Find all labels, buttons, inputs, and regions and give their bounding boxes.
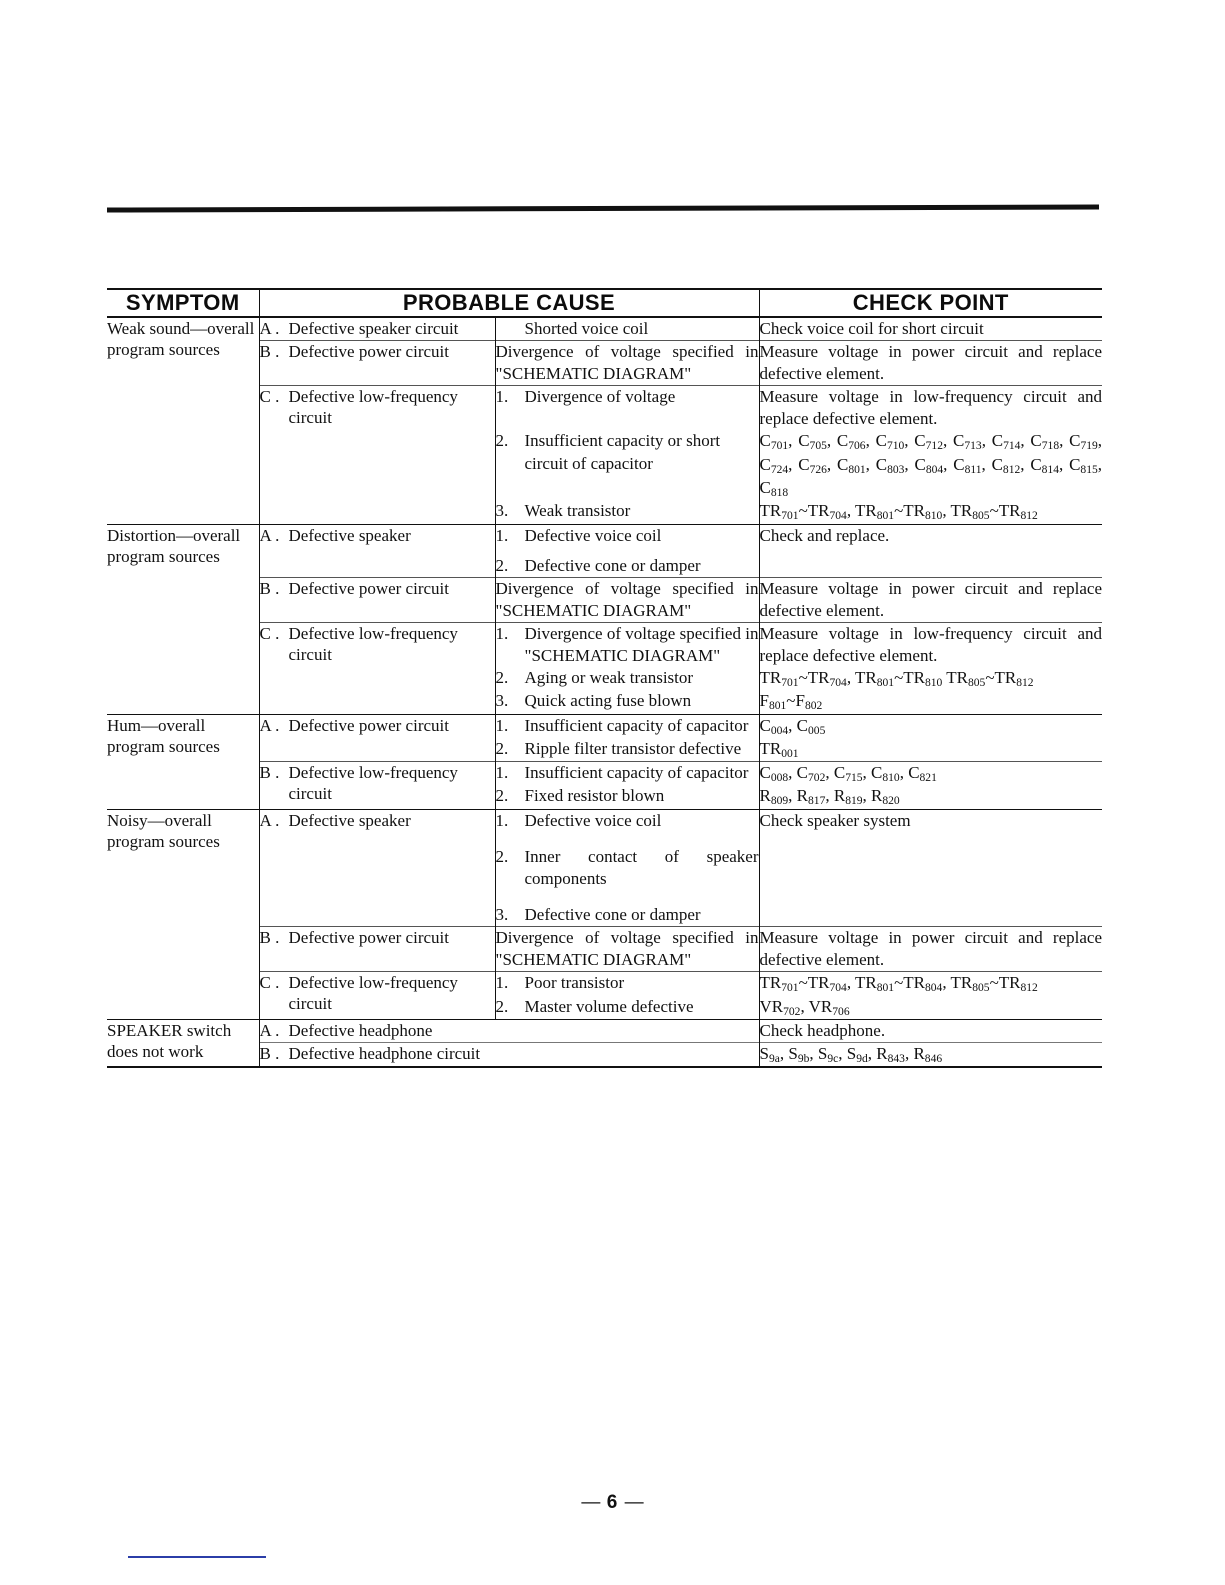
check-point-cell [759, 577, 1102, 622]
cause-detail-mark: 3. [495, 501, 509, 521]
table-row [107, 809, 1102, 926]
cause-detail-cell [495, 317, 759, 341]
cause-letter-mark: C . [259, 973, 280, 993]
cause-letter-text: Defective speaker circuit [288, 319, 459, 338]
cause-letter-cell [259, 524, 495, 577]
cause-detail-cell [495, 386, 759, 431]
cause-detail-text: Divergence of voltage specified in "SCHEMATIC DIAGRAM" [495, 928, 759, 970]
header-symptom: SYMPTOM [107, 289, 259, 317]
cause-letter-mark: C . [259, 623, 280, 643]
check-point-text: $R_{809}$, $R_{817}$, $R_{819}$, $R_{820}$ [759, 786, 900, 808]
cause-letter-text: Defective power circuit [288, 342, 449, 362]
cause-letter-text: Defective low-frequency circuit [288, 623, 458, 664]
check-point-cell [759, 1042, 1102, 1067]
cause-letter-text: Defective speaker [288, 525, 411, 545]
cause-detail-cell [495, 714, 759, 738]
cause-letter-mark: B . [259, 763, 280, 783]
cause-detail-cell [495, 972, 759, 996]
cause-detail-cell [495, 927, 759, 972]
cause-letter-cell [259, 1019, 759, 1042]
check-point-cell [759, 785, 1102, 809]
cause-letter-text: Defective low-frequency circuit [288, 973, 458, 1014]
check-point-text: $TR_{701}\sim TR_{704}$, $TR_{801}\sim TR_{810}$ $TR_{805}\sim TR_{812}$ [759, 668, 1034, 690]
cause-detail-mark: 2. [495, 738, 509, 758]
check-point-text: Check voice coil for short circuit [759, 319, 984, 338]
check-point-text: $TR_{001}$ [759, 738, 799, 761]
table-row [107, 524, 1102, 577]
cause-letter-mark: B . [259, 342, 280, 362]
check-point-text: $TR_{701}\sim TR_{704}$, $TR_{801}\sim TR_{810}$, $TR_{805}\sim TR_{812}$ [759, 501, 1038, 523]
check-point-text: Check speaker system [759, 810, 911, 830]
cause-detail-mark: 3. [495, 904, 509, 924]
cause-letter-text: Defective speaker [288, 810, 411, 830]
cause-detail-cell [495, 500, 759, 524]
cause-letter-mark: B . [259, 578, 280, 598]
troubleshooting-table [107, 288, 1102, 1068]
cause-detail-text: Divergence of voltage specified in "SCHEMATIC DIAGRAM" [495, 342, 759, 384]
check-point-text: Check headphone. [759, 1020, 886, 1040]
check-point-cell [759, 386, 1102, 431]
cause-detail-text: Ripple filter transistor defective [524, 738, 742, 758]
cause-detail-cell [495, 341, 759, 386]
table-header-row [107, 289, 1102, 317]
cause-detail-text: Insufficient capacity of capacitor [524, 763, 749, 783]
cause-detail-cell [495, 738, 759, 762]
cause-letter-mark: A . [259, 810, 280, 830]
cause-detail-mark: 1. [495, 623, 509, 643]
cause-detail-cell [495, 577, 759, 622]
cause-detail-text: Defective voice coil [524, 525, 662, 545]
check-point-cell [759, 622, 1102, 667]
cause-detail-mark: 1. [495, 387, 509, 407]
cause-detail-mark: 1. [495, 763, 509, 783]
cause-letter-mark: B . [259, 928, 280, 948]
table-row [107, 317, 1102, 341]
cause-detail-text: Inner contact of speaker components [524, 846, 759, 888]
cause-detail-mark: 2. [495, 431, 509, 451]
check-point-cell [759, 809, 1102, 926]
cause-letter-cell [259, 927, 495, 972]
cause-detail-text: Insufficient capacity of capacitor [524, 715, 749, 735]
header-probable-cause: PROBABLE CAUSE [259, 289, 759, 317]
table-bottom-rule [107, 1067, 1102, 1068]
check-point-cell [759, 341, 1102, 386]
cause-letter-cell [259, 714, 495, 762]
cause-detail-text: Defective cone or damper [524, 904, 701, 924]
check-point-cell [759, 667, 1102, 690]
page-number-value: 6 [606, 1492, 619, 1513]
cause-detail-text: Divergence of voltage specified in "SCHEMATIC DIAGRAM" [524, 623, 759, 665]
cause-detail-mark: 1. [495, 715, 509, 735]
cause-letter-mark: A . [259, 319, 280, 338]
table-bottom-rule-row [107, 1067, 1102, 1068]
cause-detail-text: Quick acting fuse blown [524, 691, 692, 711]
cause-detail-text: Aging or weak transistor [524, 668, 694, 688]
page-number-dash-right: — [624, 1492, 644, 1513]
table-row [107, 714, 1102, 738]
cause-detail-mark: 1. [495, 973, 509, 993]
check-point-text: Check and replace. [759, 525, 890, 545]
cause-detail-cell [495, 524, 759, 577]
cause-letter-cell [259, 972, 495, 1020]
cause-letter-mark: A . [259, 715, 280, 735]
cause-letter-text: Defective power circuit [288, 928, 449, 948]
cause-detail-text: Fixed resistor blown [524, 786, 665, 806]
check-point-text: Measure voltage in power circuit and replace defective element. [759, 928, 1102, 970]
symptom-cell: Noisy—overall program sources [107, 809, 259, 1019]
check-point-cell [759, 996, 1102, 1020]
cause-detail-cell [495, 430, 759, 500]
check-point-text: $F_{801}\sim F_{802}$ [759, 691, 823, 713]
check-point-text: Measure voltage in low-frequency circuit and replace defective element. [759, 623, 1102, 665]
cause-detail-text: Weak transistor [524, 501, 631, 521]
check-point-text: Measure voltage in power circuit and replace defective element. [759, 342, 1102, 384]
check-point-text: $C_{004}$, $C_{005}$ [759, 715, 826, 737]
cause-letter-cell [259, 386, 495, 524]
check-point-text: $C_{008}$, $C_{702}$, $C_{715}$, $C_{810}$, $C_{821}$ [759, 763, 937, 785]
check-point-cell [759, 927, 1102, 972]
cause-detail-cell [495, 996, 759, 1020]
cause-detail-mark: 2. [495, 846, 509, 866]
check-point-text: $C_{701}$, $C_{705}$, $C_{706}$, $C_{710}$, $C_{712}$, $C_{713}$, $C_{714}$, $C_{718}$, $C_{719}$, $C_{724}$, $C_{726}$, $C_{801}$, $C_{803}$, $C_{804}$, $C_{811}$, $C_{812}$, $C_{814}$, $C_{815}$, $C_{818}$ [759, 431, 1103, 500]
page-number [0, 1492, 1225, 1514]
cause-detail-mark: 2. [495, 668, 509, 688]
cause-letter-cell [259, 762, 495, 810]
check-point-text: $VR_{702}$, $VR_{706}$ [759, 996, 850, 1018]
cause-letter-text: Defective headphone circuit [288, 1043, 481, 1063]
troubleshooting-table-wrapper [107, 288, 1102, 1068]
cause-detail-mark: 1. [495, 810, 509, 830]
cause-letter-cell [259, 577, 495, 622]
cause-detail-text: Master volume defective [524, 996, 694, 1016]
header-rule [107, 204, 1099, 212]
symptom-cell: Hum—overall program sources [107, 714, 259, 809]
footer-underline [128, 1556, 266, 1558]
cause-letter-text: Defective power circuit [288, 578, 449, 598]
cause-detail-text: Insufficient capacity or short circuit of capacitor [524, 431, 721, 473]
cause-detail-text: Divergence of voltage specified in "SCHEMATIC DIAGRAM" [495, 578, 759, 620]
cause-detail-cell [495, 809, 759, 926]
cause-letter-cell [259, 809, 495, 926]
check-point-cell [759, 500, 1102, 524]
cause-letter-text: Defective headphone [288, 1020, 433, 1040]
check-point-cell [759, 714, 1102, 738]
cause-detail-mark: 2. [495, 996, 509, 1016]
check-point-text: $S_{9a}$, $S_{9b}$, $S_{9c}$, $S_{9d}$, $R_{843}$, $R_{846}$ [759, 1043, 943, 1066]
cause-detail-mark [496, 318, 516, 340]
check-point-cell [759, 690, 1102, 714]
cause-letter-cell [259, 1042, 759, 1067]
cause-detail-mark: 1. [495, 525, 509, 545]
check-point-cell [759, 738, 1102, 762]
check-point-cell [759, 1019, 1102, 1042]
cause-detail-text: Defective voice coil [524, 810, 662, 830]
cause-detail-text: Poor transistor [524, 973, 625, 993]
check-point-cell [759, 972, 1102, 996]
check-point-text: Measure voltage in power circuit and replace defective element. [759, 578, 1102, 620]
cause-letter-cell [259, 622, 495, 714]
check-point-cell [759, 317, 1102, 341]
cause-letter-mark: A . [259, 525, 280, 545]
cause-detail-cell [495, 762, 759, 786]
cause-detail-mark: 3. [495, 691, 509, 711]
cause-detail-mark: 2. [495, 786, 509, 806]
cause-letter-mark: B . [259, 1043, 280, 1063]
cause-detail-text: Divergence of voltage [524, 387, 676, 407]
check-point-cell [759, 762, 1102, 786]
cause-detail-mark: 2. [495, 555, 509, 575]
cause-detail-cell [495, 622, 759, 667]
check-point-text: Measure voltage in low-frequency circuit and replace defective element. [759, 387, 1102, 429]
cause-detail-cell [495, 690, 759, 714]
symptom-cell: Distortion—overall program sources [107, 524, 259, 714]
cause-detail-cell [495, 667, 759, 690]
cause-letter-mark: C . [259, 387, 280, 407]
cause-letter-cell [259, 317, 495, 341]
header-check-point: CHECK POINT [759, 289, 1102, 317]
check-point-cell [759, 524, 1102, 577]
check-point-cell [759, 430, 1102, 500]
cause-letter-cell [259, 341, 495, 386]
cause-letter-text: Defective low-frequency circuit [288, 387, 458, 428]
cause-detail-cell [495, 785, 759, 809]
cause-detail-text: Defective cone or damper [524, 555, 701, 575]
table-row [107, 1019, 1102, 1042]
symptom-cell: SPEAKER switch does not work [107, 1019, 259, 1067]
cause-letter-text: Defective power circuit [288, 715, 449, 735]
cause-letter-mark: A . [259, 1020, 280, 1040]
page-number-dash-left: — [581, 1492, 601, 1513]
check-point-text: $TR_{701}\sim TR_{704}$, $TR_{801}\sim TR_{804}$, $TR_{805}\sim TR_{812}$ [759, 973, 1038, 995]
symptom-cell: Weak sound—overall program sources [107, 317, 259, 524]
cause-letter-text: Defective low-frequency circuit [288, 763, 458, 804]
cause-detail-text: Shorted voice coil [524, 319, 649, 338]
